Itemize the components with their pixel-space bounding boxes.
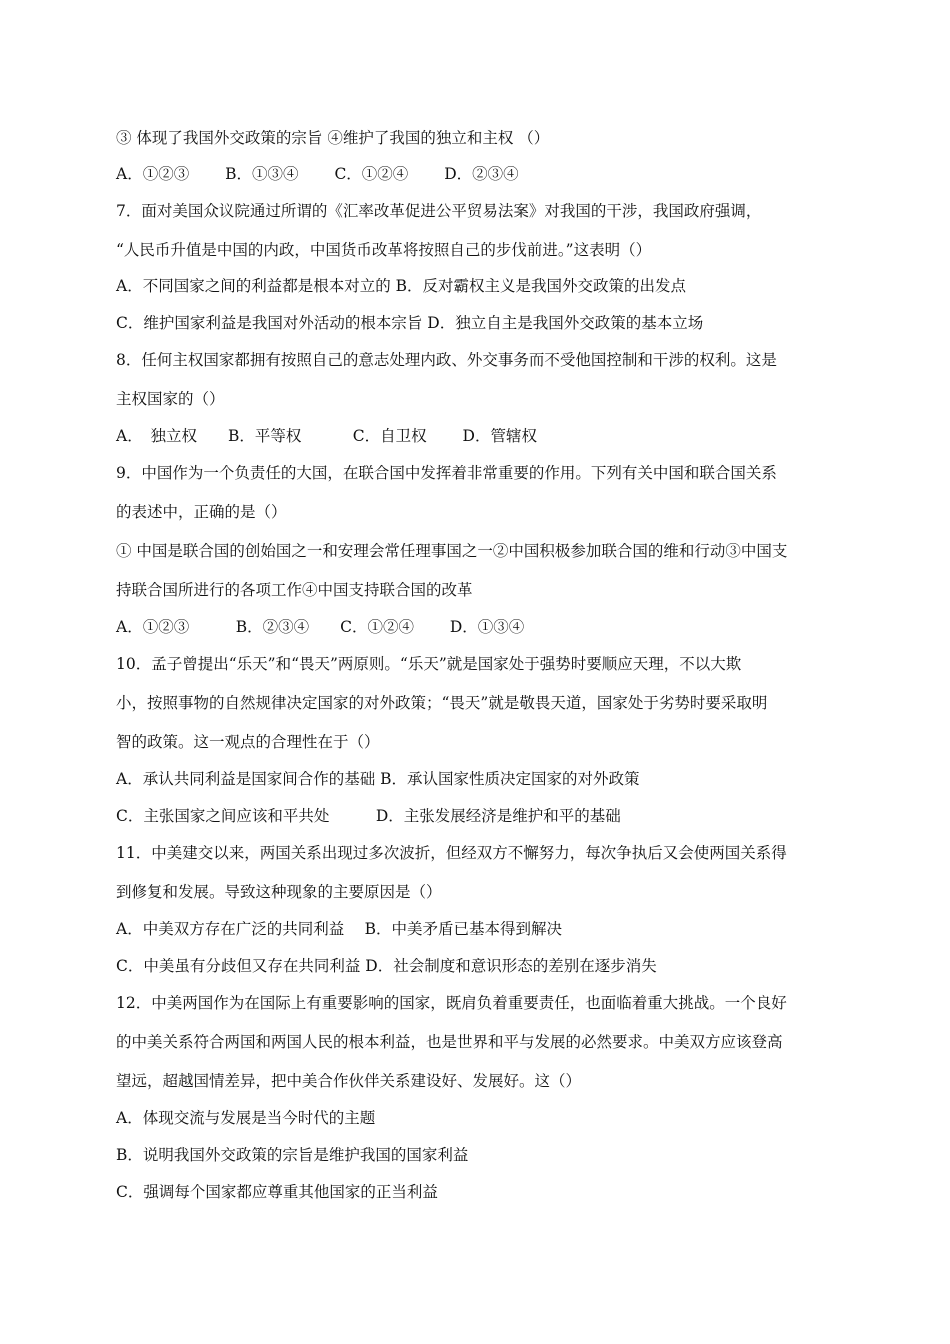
question-8-options: A． 独立权 B．平等权 C．自卫权 D．管辖权: [116, 427, 537, 445]
question-9-stem-line-1: 9．中国作为一个负责任的大国，在联合国中发挥着非常重要的作用。下列有关中国和联合国关系: [116, 464, 777, 482]
question-12-stem-line-2: 的中美关系符合两国和两国人民的根本利益，也是世界和平与发展的必然要求。中美双方应该登高: [116, 1033, 783, 1051]
question-10-stem-line-3: 智的政策。这一观点的合理性在于（）: [116, 733, 380, 751]
question-7-stem-line-1: 7．面对美国众议院通过所谓的《汇率改革促进公平贸易法案》对我国的干涉，我国政府强调，: [116, 202, 762, 220]
question-7-options-cd: C．维护国家利益是我国对外活动的根本宗旨 D．独立自主是我国外交政策的基本立场: [116, 314, 704, 332]
question-9-stem-line-2: 的表述中，正确的是（）: [116, 503, 287, 521]
question-10-options-cd: C．主张国家之间应该和平共处 D．主张发展经济是维护和平的基础: [116, 807, 621, 825]
question-11-stem-line-2: 到修复和发展。导致这种现象的主要原因是（）: [116, 883, 442, 901]
question-11-stem-line-1: 11．中美建交以来，两国关系出现过多次波折，但经双方不懈努力，每次争执后又会使两国关系得: [116, 844, 787, 862]
question-12-option-a: A．体现交流与发展是当今时代的主题: [116, 1109, 376, 1127]
question-11-options-ab: A．中美双方存在广泛的共同利益 B．中美矛盾已基本得到解决: [116, 920, 563, 938]
question-12-option-c: C．强调每个国家都应尊重其他国家的正当利益: [116, 1183, 438, 1201]
question-12-option-b: B．说明我国外交政策的宗旨是维护我国的国家利益: [116, 1146, 469, 1164]
question-8-stem-line-1: 8．任何主权国家都拥有按照自己的意志处理内政、外交事务而不受他国控制和干涉的权利。这是: [116, 351, 777, 369]
question-9-statements-line-2: 持联合国所进行的各项工作④中国支持联合国的改革: [116, 581, 473, 599]
question-6-options: A．①②③ B．①③④ C．①②④ D．②③④: [116, 165, 519, 183]
question-8-stem-line-2: 主权国家的（）: [116, 390, 225, 408]
question-9-options: A．①②③ B．②③④ C．①②④ D．①③④: [116, 618, 525, 636]
question-10-stem-line-1: 10．孟子曾提出“乐天”和“畏天”两原则。“乐天”就是国家处于强势时要顺应天理，不以大欺: [116, 655, 742, 673]
question-12-stem-line-1: 12．中美两国作为在国际上有重要影响的国家，既肩负着重要责任，也面临着重大挑战。一个良好: [116, 994, 787, 1012]
question-7-options-ab: A．不同国家之间的利益都是根本对立的 B．反对霸权主义是我国外交政策的出发点: [116, 277, 687, 295]
question-10-stem-line-2: 小，按照事物的自然规律决定国家的对外政策；“畏天”就是敬畏天道，国家处于劣势时要采取明: [116, 694, 768, 712]
question-9-statements-line-1: ① 中国是联合国的创始国之一和安理会常任理事国之一②中国积极参加联合国的维和行动③中国支: [116, 542, 788, 560]
question-11-options-cd: C．中美虽有分歧但又存在共同利益 D．社会制度和意识形态的差别在逐步消失: [116, 957, 657, 975]
question-12-stem-line-3: 望远，超越国情差异，把中美合作伙伴关系建设好、发展好。这（）: [116, 1072, 582, 1090]
question-7-stem-line-2: “人民币升值是中国的内政，中国货币改革将按照自己的步伐前进。”这表明（）: [116, 241, 652, 259]
question-10-options-ab: A．承认共同利益是国家间合作的基础 B．承认国家性质决定国家的对外政策: [116, 770, 640, 788]
question-6-statements: ③ 体现了我国外交政策的宗旨 ④维护了我国的独立和主权 （）: [116, 129, 550, 147]
